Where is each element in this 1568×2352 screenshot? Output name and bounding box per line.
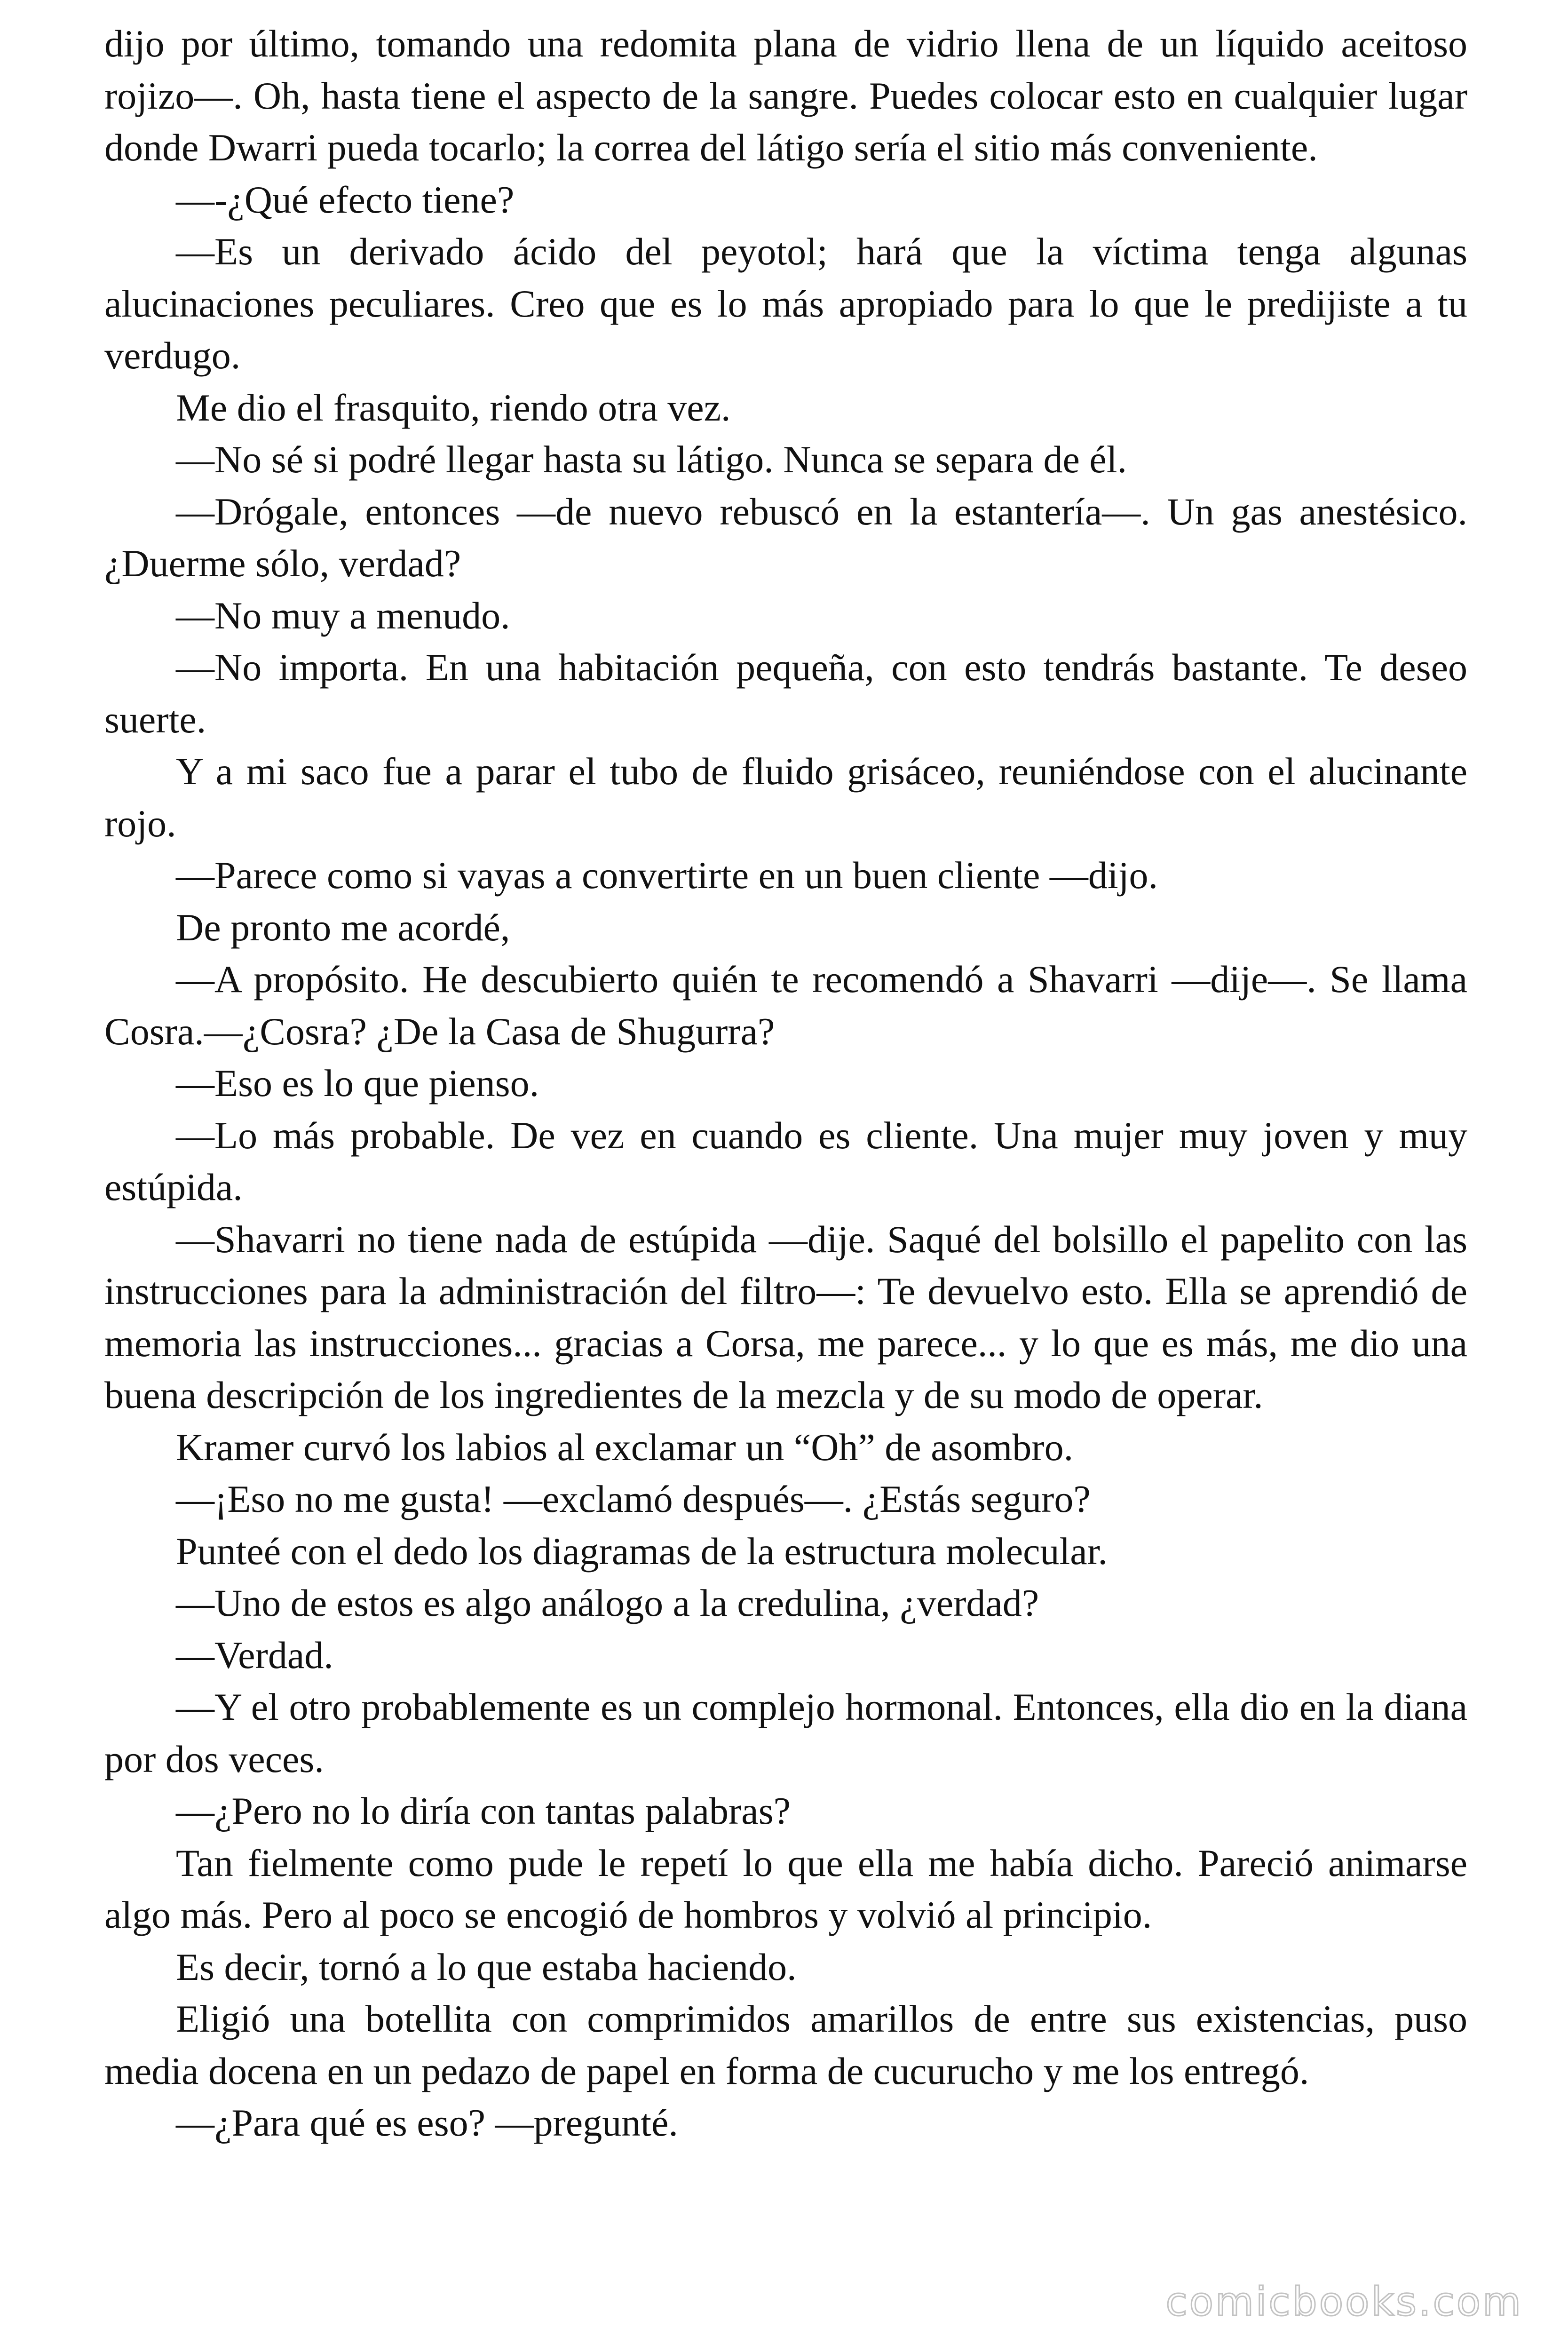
paragraph: dijo por último, tomando una redomita plana de vidrio llena de un líquido aceitoso rojizo—. Oh, hasta tiene el aspecto de la sangre. Puedes colocar esto en cualquier lugar donde Dwarri pueda tocarlo; la correa del látigo sería el sitio más conveniente. (104, 22, 1467, 169)
body-text (104, 18, 1467, 2149)
paragraph: —No muy a menudo. (176, 594, 510, 637)
paragraph: —Y el otro probablemente es un complejo hormonal. Entonces, ella dio en la diana por dos veces. (104, 1685, 1467, 1780)
paragraph: Punteé con el dedo los diagramas de la estructura molecular. (176, 1529, 1108, 1573)
watermark: comicbooks.com (1165, 2279, 1523, 2325)
paragraph: —-¿Qué efecto tiene? (176, 178, 515, 221)
paragraph: Me dio el frasquito, riendo otra vez. (176, 386, 731, 429)
paragraph: Tan fielmente como pude le repetí lo que ella me había dicho. Pareció animarse algo más. Pero al poco se encogió de hombros y volvió al principio. (104, 1841, 1467, 1936)
paragraph: —Drógale, entonces —de nuevo rebuscó en la estantería—. Un gas anestésico. ¿Duerme sólo, verdad? (104, 490, 1467, 585)
paragraph: De pronto me acordé, (176, 906, 510, 949)
paragraph: —¿Para qué es eso? —pregunté. (176, 2101, 678, 2144)
paragraph: —Shavarri no tiene nada de estúpida —dije. Saqué del bolsillo el papelito con las instrucciones para la administración del filtro—: Te devuelvo esto. Ella se aprendió de memoria las instrucciones... gracias a Corsa, me parece... y lo que es más, me dio una buena descripción de los ingredientes de la mezcla y de su modo de operar. (104, 1217, 1467, 1416)
paragraph: —A propósito. He descubierto quién te recomendó a Shavarri —dije—. Se llama Cosra.—¿Cosra? ¿De la Casa de Shugurra? (104, 958, 1467, 1053)
paragraph: —Eso es lo que pienso. (176, 1062, 539, 1104)
paragraph: Y a mi saco fue a parar el tubo de fluido grisáceo, reuniéndose con el alucinante rojo. (104, 750, 1467, 845)
paragraph: —Parece como si vayas a convertirte en un buen cliente —dijo. (176, 854, 1158, 897)
paragraph: —No importa. En una habitación pequeña, con esto tendrás bastante. Te deseo suerte. (104, 646, 1467, 741)
paragraph: Eligió una botellita con comprimidos amarillos de entre sus existencias, puso media docena en un pedazo de papel en forma de cucurucho y me los entregó. (104, 1997, 1467, 2092)
paragraph: —Uno de estos es algo análogo a la credulina, ¿verdad? (176, 1581, 1039, 1624)
paragraph: —No sé si podré llegar hasta su látigo. Nunca se separa de él. (176, 438, 1127, 481)
paragraph: —¿Pero no lo diría con tantas palabras? (176, 1789, 791, 1832)
paragraph: —¡Eso no me gusta! —exclamó después—. ¿Estás seguro? (176, 1478, 1091, 1520)
paragraph: Es decir, tornó a lo que estaba haciendo. (176, 1945, 797, 1988)
paragraph: —Lo más probable. De vez en cuando es cliente. Una mujer muy joven y muy estúpida. (104, 1113, 1467, 1208)
paragraph: —Es un derivado ácido del peyotol; hará que la víctima tenga algunas alucinaciones peculiares. Creo que es lo más apropiado para lo que le predijiste a tu verdugo. (104, 230, 1467, 377)
paragraph: —Verdad. (176, 1633, 333, 1677)
paragraph: Kramer curvó los labios al exclamar un “Oh” de asombro. (176, 1425, 1074, 1469)
